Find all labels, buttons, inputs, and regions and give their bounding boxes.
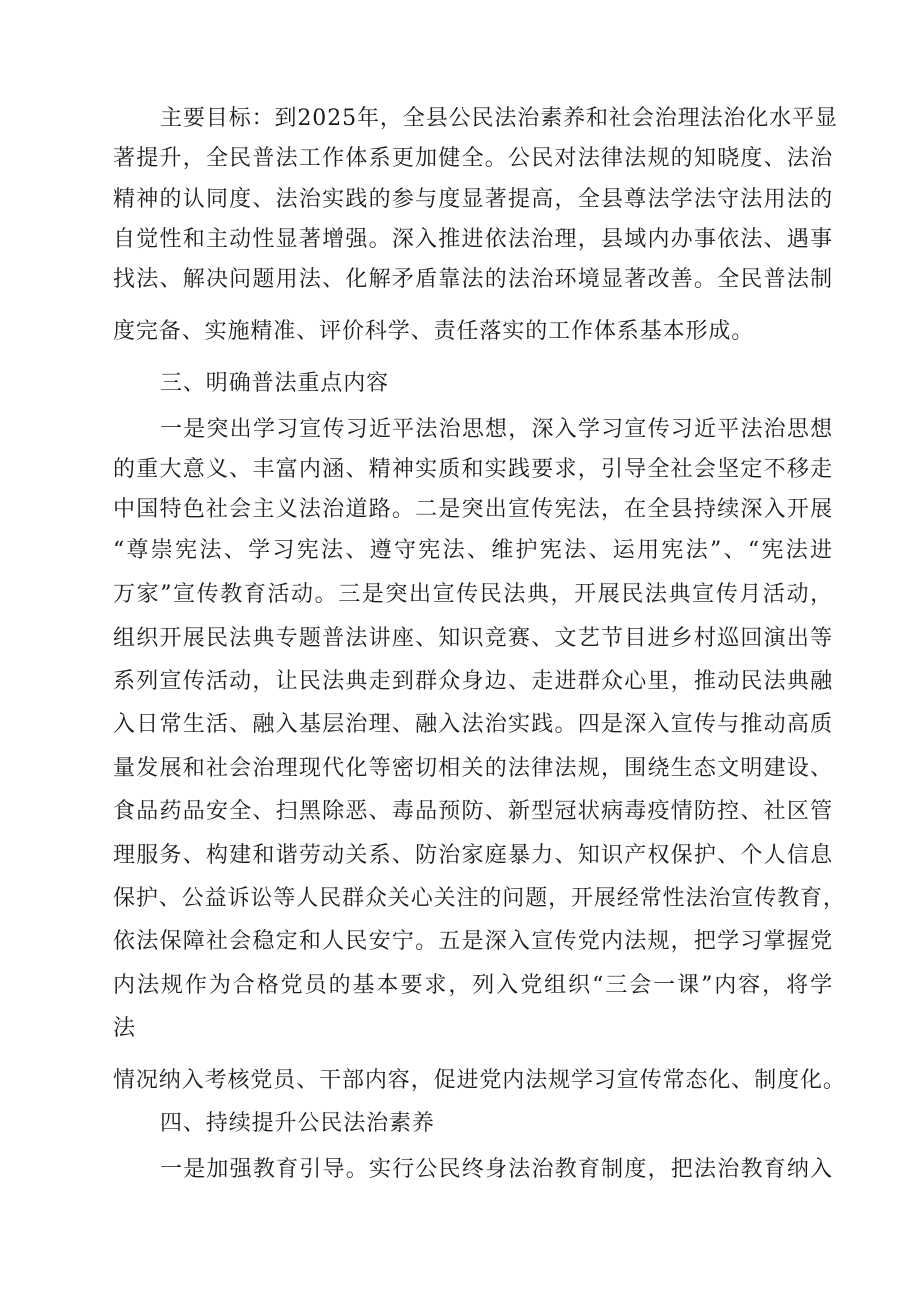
paragraph-line: 主要目标：到2025年，全县公民法治素养和社会治理法治化水平显 (160, 106, 838, 131)
paragraph-line: “尊崇宪法、学习宪法、遵守宪法、维护宪法、运用宪法”、“宪法进 (113, 538, 833, 563)
paragraph-line: 的重大意义、丰富内涵、精神实质和实践要求，引导全社会坚定不移走 (113, 457, 833, 482)
paragraph-line: 依法保障社会稳定和人民安宁。五是深入宣传党内法规，把学习掌握党 (113, 929, 833, 954)
paragraph-line: 内法规作为合格党员的基本要求，列入党组织“三会一课”内容，将学 (113, 973, 833, 998)
paragraph-line: 中国特色社会主义法治道路。二是突出宣传宪法，在全县持续深入开展 (113, 497, 833, 522)
paragraph-line: 一是加强教育引导。实行公民终身法治教育制度，把法治教育纳入 (160, 1157, 833, 1182)
paragraph-line: 著提升，全民普法工作体系更加健全。公民对法律法规的知晓度、法治 (113, 146, 833, 171)
paragraph-line: 食品药品安全、扫黑除恶、毒品预防、新型冠状病毒疫情防控、社区管 (113, 799, 833, 824)
section-heading: 四、持续提升公民法治素养 (160, 1111, 435, 1136)
paragraph-line: 精神的认同度、法治实践的参与度显著提高，全县尊法学法守法用法的 (113, 187, 833, 212)
paragraph-line: 理服务、构建和谐劳动关系、防治家庭暴力、知识产权保护、个人信息 (113, 843, 833, 868)
section-heading: 三、明确普法重点内容 (160, 371, 390, 396)
paragraph-line: 度完备、实施精准、评价科学、责任落实的工作体系基本形成。 (113, 319, 755, 344)
paragraph-line: 法 (113, 1016, 136, 1041)
paragraph-line: 自觉性和主动性显著增强。深入推进依法治理，县域内办事依法、遇事 (113, 227, 833, 252)
paragraph-line: 一是突出学习宣传习近平法治思想，深入学习宣传习近平法治思想 (160, 417, 833, 442)
paragraph-line: 情况纳入考核党员、干部内容，促进党内法规学习宣传常态化、制度化。 (113, 1068, 846, 1093)
paragraph-line: 保护、公益诉讼等人民群众关心关注的问题，开展经常性法治宣传教育， (113, 886, 846, 911)
paragraph-line: 入日常生活、融入基层治理、融入法治实践。四是深入宣传与推动高质 (113, 712, 833, 737)
paragraph-line: 量发展和社会治理现代化等密切相关的法律法规，围绕生态文明建设、 (113, 756, 833, 781)
paragraph-line: 系列宣传活动，让民法典走到群众身边、走进群众心里，推动民法典融 (113, 669, 833, 694)
paragraph-line: 万家”宣传教育活动。三是突出宣传民法典，开展民法典宣传月活动， (113, 582, 833, 607)
paragraph-line: 组织开展民法典专题普法讲座、知识竞赛、文艺节目进乡村巡回演出等 (113, 626, 833, 651)
paragraph-line: 找法、解决问题用法、化解矛盾靠法的法治环境显著改善。全民普法制 (113, 267, 833, 292)
